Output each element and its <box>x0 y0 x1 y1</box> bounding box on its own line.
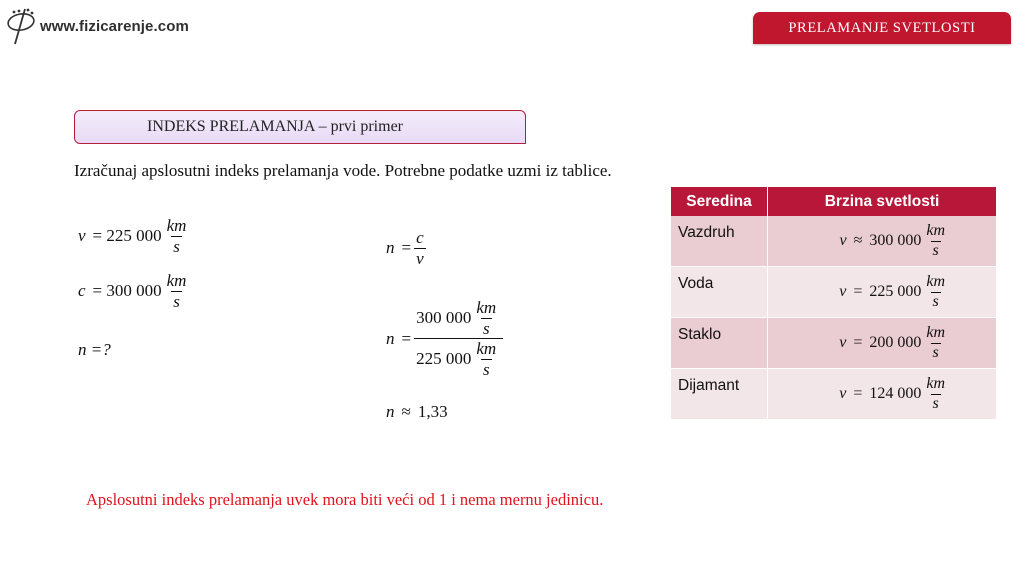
unit-numerator: km <box>166 271 187 290</box>
unit-numerator: km <box>476 298 497 317</box>
column-header-speed: Brzina svetlosti <box>768 187 997 216</box>
v-denominator: v <box>416 248 424 268</box>
unit-denominator: s <box>932 241 939 259</box>
unit-fraction <box>924 324 947 362</box>
speed-symbol: v <box>839 385 847 402</box>
speed-value: 124 000 <box>869 385 922 402</box>
substitution-fraction <box>414 298 503 379</box>
speed-symbol: v <box>839 283 847 300</box>
unit-denominator: s <box>932 343 939 361</box>
n-symbol: n <box>386 402 395 421</box>
speed-symbol: v <box>839 334 847 351</box>
c-value: = 300 000 <box>92 281 162 301</box>
unit-denominator: s <box>932 394 939 412</box>
unit-fraction <box>924 273 947 311</box>
unit-fraction <box>474 298 498 338</box>
v-symbol: v <box>78 226 86 246</box>
given-c-equation <box>78 271 191 311</box>
equals-sign: = <box>401 328 412 348</box>
v-value: = 225 000 <box>92 226 162 246</box>
site-logo[interactable] <box>6 6 189 46</box>
speed-relation: = <box>853 334 863 351</box>
speed-cell <box>768 318 997 369</box>
c-numerator: c <box>416 228 424 247</box>
result-equation <box>386 402 448 422</box>
table-row <box>671 267 996 318</box>
unit-denominator: s <box>482 359 490 379</box>
denominator-value: 225 000 <box>416 349 472 369</box>
given-v-equation <box>78 216 191 256</box>
unit-numerator: km <box>926 273 945 291</box>
unit-fraction <box>165 216 189 256</box>
table-row <box>671 369 996 420</box>
substitution-numerator <box>414 298 503 338</box>
speed-cell <box>768 216 997 267</box>
speed-relation: ≈ <box>853 232 863 249</box>
medium-cell: Voda <box>671 267 768 318</box>
table-row <box>671 216 996 267</box>
unknown-n <box>78 340 111 360</box>
unit-numerator: km <box>926 324 945 342</box>
speed-relation: = <box>853 283 863 300</box>
numerator-value: 300 000 <box>416 308 472 328</box>
unit-fraction <box>924 375 947 413</box>
table-row <box>671 318 996 369</box>
unit-denominator: s <box>173 236 180 256</box>
n-symbol: n <box>386 328 395 348</box>
unit-numerator: km <box>166 216 187 235</box>
speed-value: 225 000 <box>869 283 922 300</box>
speed-value: 200 000 <box>869 334 922 351</box>
medium-cell: Vazdruh <box>671 216 768 267</box>
c-over-v-fraction <box>414 228 426 268</box>
speed-relation: = <box>853 385 863 402</box>
substitution-equation <box>386 298 506 379</box>
c-symbol: c <box>78 281 86 301</box>
logo-text: www.fizicarenje.com <box>40 17 189 35</box>
unit-denominator: s <box>932 292 939 310</box>
unit-numerator: km <box>926 375 945 393</box>
unit-denominator: s <box>173 291 180 311</box>
formula-n-equals-c-over-v <box>386 228 429 268</box>
unit-fraction <box>165 271 189 311</box>
speed-cell <box>768 369 997 420</box>
speed-cell <box>768 267 997 318</box>
n-symbol: n <box>386 238 395 258</box>
speed-symbol: v <box>839 232 847 249</box>
result-value: 1,33 <box>417 402 448 421</box>
medium-cell: Dijamant <box>671 369 768 420</box>
medium-cell: Staklo <box>671 318 768 369</box>
slide-title-box <box>74 110 526 144</box>
substitution-denominator <box>414 338 503 379</box>
unit-numerator: km <box>476 339 497 359</box>
speed-of-light-table <box>671 187 996 420</box>
column-header-medium: Seredina <box>671 187 768 216</box>
unit-fraction <box>474 339 498 379</box>
approx-sign: ≈ <box>401 402 411 421</box>
logo-icon <box>6 6 38 46</box>
n-question: n =? <box>78 340 111 359</box>
unit-fraction <box>924 222 947 260</box>
speed-value: 300 000 <box>869 232 922 249</box>
slide-title: INDEKS PRELAMANJA – prvi primer <box>147 118 403 135</box>
task-text: Izračunaj apslosutni indeks prelamanja vode. Potrebne podatke uzmi iz tablice. <box>74 161 612 180</box>
table-header-row <box>671 187 996 216</box>
unit-denominator: s <box>482 318 490 338</box>
conclusion-note: Apslosutni indeks prelamanja uvek mora biti veći od 1 i nema mernu jedinicu. <box>86 490 604 509</box>
topic-tab: PRELAMANJE SVETLOSTI <box>753 12 1011 44</box>
equals-sign: = <box>401 238 412 258</box>
unit-numerator: km <box>926 222 945 240</box>
